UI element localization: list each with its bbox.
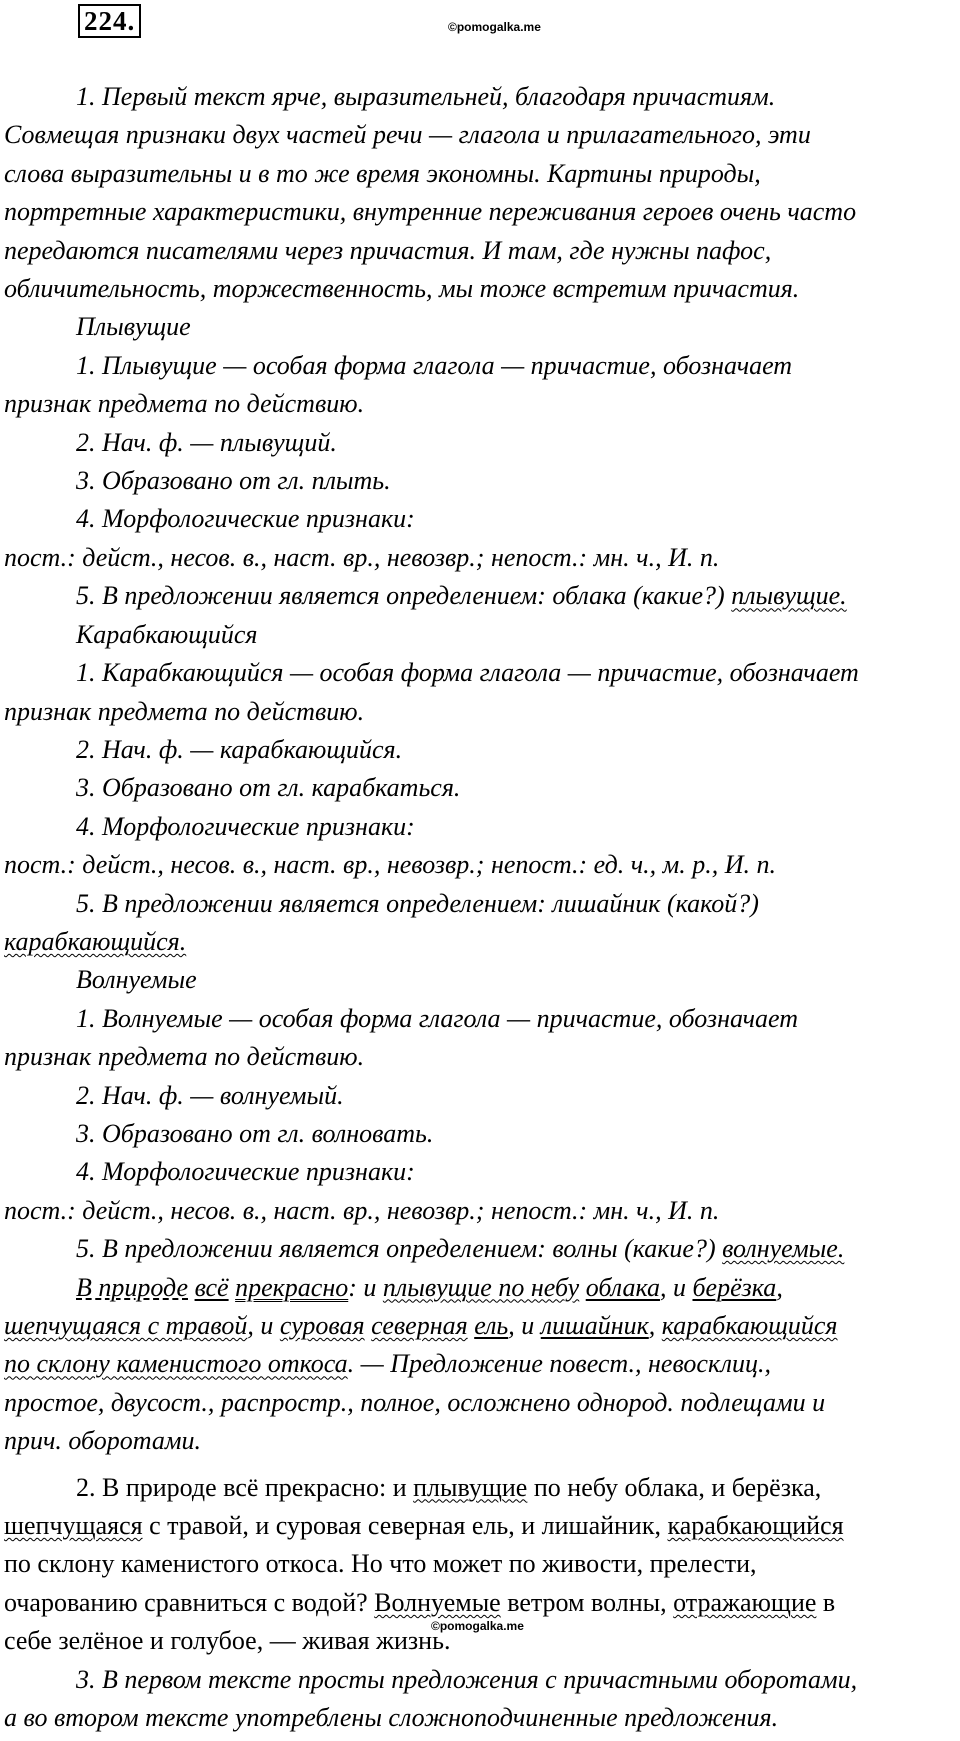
analysis-text: , и bbox=[508, 1311, 541, 1340]
part2-line bbox=[4, 1584, 954, 1622]
underlined-participle: карабкающийся. bbox=[4, 926, 187, 956]
sentence-analysis bbox=[4, 1269, 954, 1461]
part1-line: обличительность, торжественность, мы тоже встретим причастия. bbox=[4, 274, 800, 304]
part2-text: очарованию сравниться с водой? bbox=[4, 1587, 375, 1617]
part3-paragraph bbox=[4, 1661, 954, 1738]
underlined-participle: плывущие bbox=[413, 1472, 528, 1502]
analysis-line bbox=[4, 1269, 954, 1307]
word-line: признак предмета по действию. bbox=[4, 1042, 365, 1072]
analysis-line: прич. оборотами. bbox=[4, 1426, 201, 1456]
word-line: 2. Нач. ф. — карабкающийся. bbox=[76, 734, 403, 764]
part2-text: по небу облака, и берёзка, bbox=[527, 1472, 822, 1502]
word-analysis-plyvushchie bbox=[4, 308, 954, 615]
word-line: 2. Нач. ф. — волнуемый. bbox=[76, 1080, 344, 1110]
part2-text: 2. В природе всё прекрасно: и bbox=[76, 1472, 414, 1502]
part1-line: передаются писателями через причастия. И там, где нужны пафос, bbox=[4, 235, 772, 265]
underlined-participle: плывущие. bbox=[731, 581, 847, 611]
analysis-text: : и bbox=[348, 1272, 383, 1302]
word-analysis-volnuemye bbox=[4, 961, 954, 1268]
word-analysis-karabkayushchiysya bbox=[4, 616, 954, 962]
part2-line: по склону каменистого откоса. Но что может по живости, прелести, bbox=[4, 1549, 757, 1579]
word-line: 1. Волнуемые — особая форма глагола — причастие, обозначает bbox=[76, 1003, 798, 1033]
analysis-text: , bbox=[648, 1311, 662, 1340]
document-body bbox=[4, 78, 954, 1737]
part1-line: портретные характеристики, внутренние переживания героев очень часто bbox=[4, 197, 857, 227]
participial-phrase: шепчущаяся с травой bbox=[4, 1311, 248, 1340]
subject: лишайник bbox=[540, 1311, 649, 1340]
part3-line: 3. В первом тексте просты предложения с причастными оборотами, bbox=[76, 1664, 858, 1694]
part2-text: ветром волны, bbox=[500, 1587, 674, 1617]
subject: берёзка bbox=[692, 1272, 777, 1302]
word-line: 4. Морфологические признаки: bbox=[76, 504, 415, 534]
word-line: 2. Нач. ф. — плывущий. bbox=[76, 427, 337, 457]
task-number: 224. bbox=[78, 4, 141, 38]
watermark-top: ©pomogalka.me bbox=[448, 20, 541, 34]
part1-line: слова выразительны и в то же время экономны. Картины природы, bbox=[4, 158, 761, 188]
word-line: 3. Образовано от гл. карабкаться. bbox=[76, 773, 461, 803]
word-line bbox=[4, 1230, 954, 1268]
word-line: 3. Образовано от гл. плыть. bbox=[76, 466, 391, 496]
word-line bbox=[4, 577, 954, 615]
part2-line bbox=[4, 1469, 954, 1507]
analysis-line bbox=[4, 1307, 954, 1345]
part2-text: в bbox=[816, 1587, 836, 1617]
word-title: Волнуемые bbox=[76, 965, 197, 995]
analysis-text: , и bbox=[247, 1311, 280, 1340]
analysis-text: , bbox=[776, 1272, 783, 1302]
analysis-line bbox=[4, 1345, 954, 1383]
attribute: северная bbox=[371, 1311, 468, 1340]
underlined-participle: волнуемые. bbox=[722, 1234, 845, 1264]
part1-line: 1. Первый текст ярче, выразительней, благодаря причастиям. bbox=[76, 82, 776, 111]
predicate: прекрасно bbox=[235, 1272, 349, 1302]
subject: всё bbox=[194, 1272, 229, 1302]
word-line: пост.: дейст., несов. в., наст. вр., невозвр.; непост.: ед. ч., м. р., И. п. bbox=[4, 850, 776, 880]
part2-text: с травой, и суровая северная ель, и лишайник, bbox=[142, 1511, 668, 1541]
word-line: 1. Плывущие — особая форма глагола — причастие, обозначает bbox=[76, 350, 793, 380]
adverbial-circumstance: В природе bbox=[76, 1272, 189, 1302]
part3-line: а во втором тексте употреблены сложноподчиненные предложения. bbox=[4, 1703, 779, 1733]
part1-paragraph bbox=[4, 78, 954, 308]
word-line-prefix: 5. В предложении является определением: облака (какие?) bbox=[76, 581, 725, 611]
analysis-text: . — Предложение повест., невосклиц., bbox=[347, 1349, 771, 1379]
part1-line: Совмещая признаки двух частей речи — глагола и прилагательного, эти bbox=[4, 120, 811, 150]
attribute: суровая bbox=[279, 1311, 365, 1340]
underlined-participle: отражающие bbox=[673, 1587, 817, 1617]
word-line bbox=[4, 923, 954, 961]
underlined-participle: Волнуемые bbox=[374, 1587, 501, 1617]
subject: ель bbox=[474, 1311, 509, 1340]
word-line: 1. Карабкающийся — особая форма глагола — причастие, обозначает bbox=[76, 658, 859, 688]
word-line: 4. Морфологические признаки: bbox=[76, 811, 415, 841]
part2-line bbox=[4, 1507, 954, 1545]
part2-line: себе зелёное и голубое, — живая жизнь. bbox=[4, 1626, 451, 1656]
analysis-text: , и bbox=[659, 1272, 693, 1302]
participial-phrase: по склону каменистого откоса bbox=[4, 1349, 348, 1379]
word-title: Карабкающийся bbox=[76, 619, 258, 649]
participial-phrase: карабкающийся bbox=[661, 1311, 838, 1340]
word-line: 4. Морфологические признаки: bbox=[76, 1157, 415, 1187]
underlined-participle: карабкающийся bbox=[667, 1511, 844, 1541]
word-line: признак предмета по действию. bbox=[4, 389, 365, 419]
word-line: признак предмета по действию. bbox=[4, 696, 365, 726]
word-line: 5. В предложении является определением: лишайник (какой?) bbox=[76, 888, 759, 918]
subject: облака bbox=[585, 1272, 660, 1302]
watermark-middle: ©pomogalka.me bbox=[431, 1619, 524, 1633]
word-line: пост.: дейст., несов. в., наст. вр., невозвр.; непост.: мн. ч., И. п. bbox=[4, 1195, 720, 1225]
underlined-participle: шепчущаяся bbox=[4, 1511, 143, 1541]
analysis-line: простое, двусост., распростр., полное, осложнено однород. подлещами и bbox=[4, 1387, 826, 1417]
participial-phrase: плывущие по небу bbox=[382, 1272, 580, 1302]
word-line: пост.: дейст., несов. в., наст. вр., невозвр.; непост.: мн. ч., И. п. bbox=[4, 542, 720, 572]
word-title: Плывущие bbox=[76, 312, 191, 342]
word-line: 3. Образовано от гл. волновать. bbox=[76, 1118, 434, 1148]
word-line-prefix: 5. В предложении является определением: волны (какие?) bbox=[76, 1234, 716, 1264]
